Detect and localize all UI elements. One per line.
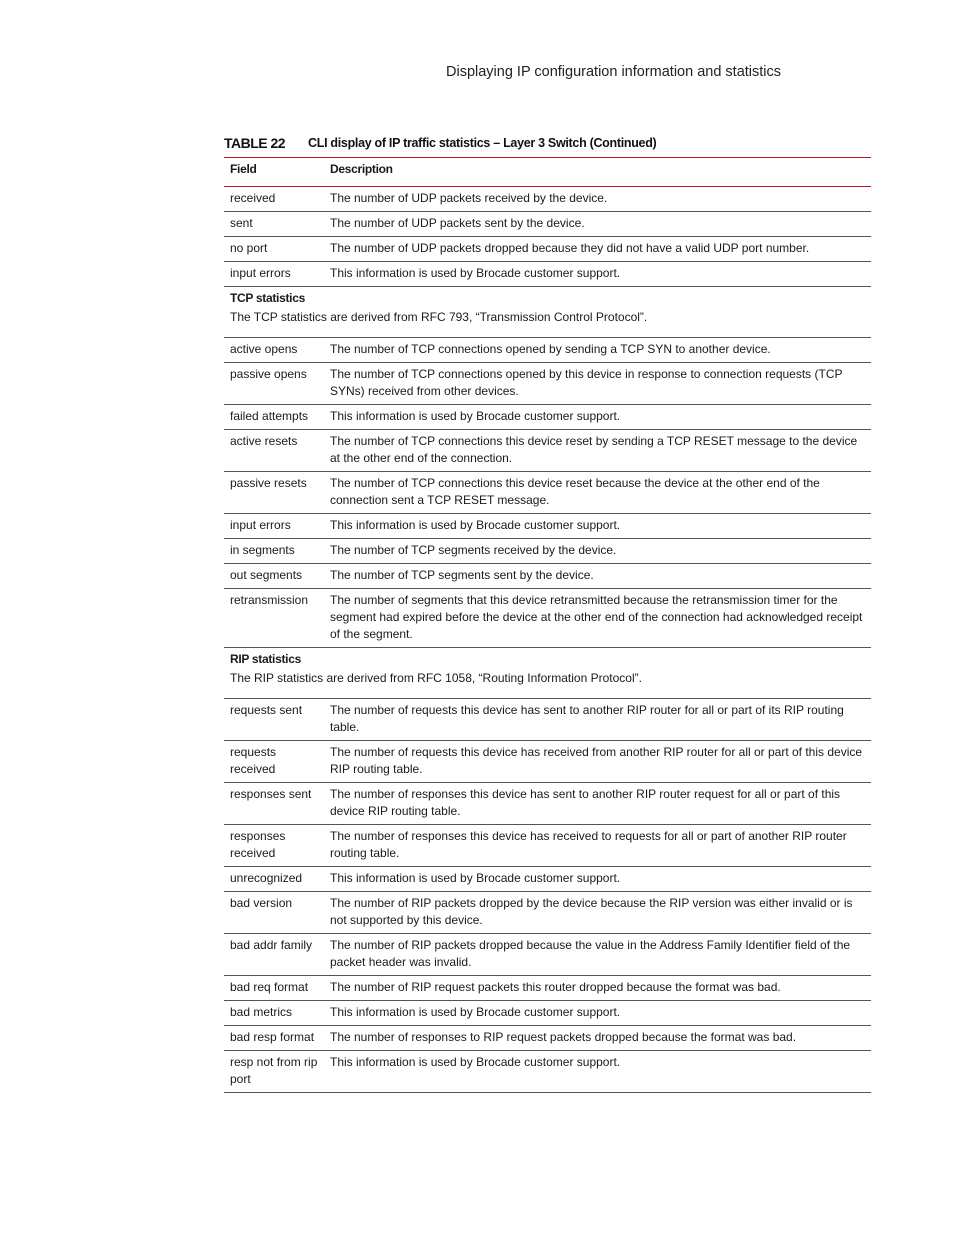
table-row: [224, 1051, 871, 1093]
table-row: [224, 699, 871, 741]
field-cell: bad version: [224, 892, 324, 934]
running-header: Displaying IP configuration information and statistics: [446, 64, 782, 80]
field-cell: responses sent: [224, 783, 324, 825]
field-cell: passive opens: [224, 363, 324, 405]
table-row: [224, 741, 871, 783]
table-row: [224, 539, 871, 564]
description-cell: The number of requests this device has sent to another RIP router for all or part of its RIP routing table.: [324, 699, 871, 741]
description-cell: The number of UDP packets sent by the device.: [324, 212, 871, 237]
field-cell: input errors: [224, 514, 324, 539]
field-cell: no port: [224, 237, 324, 262]
field-cell: input errors: [224, 262, 324, 287]
field-cell: received: [224, 187, 324, 212]
table-row: [224, 514, 871, 539]
description-cell: The number of TCP connections opened by this device in response to connection requests (TCP SYNs) received from other devices.: [324, 363, 871, 405]
description-cell: This information is used by Brocade customer support.: [324, 867, 871, 892]
field-cell: in segments: [224, 539, 324, 564]
table-row: [224, 1026, 871, 1051]
description-cell: The number of TCP connections this device reset because the device at the other end of the connection sent a TCP RESET message.: [324, 472, 871, 514]
description-cell: This information is used by Brocade customer support.: [324, 1001, 871, 1026]
field-cell: requests received: [224, 741, 324, 783]
table-row: [224, 262, 871, 287]
section-title: RIP statistics: [230, 652, 301, 666]
table-title: CLI display of IP traffic statistics – Layer 3 Switch (Continued): [308, 136, 657, 150]
description-cell: The number of TCP segments received by the device.: [324, 539, 871, 564]
table-row: [224, 564, 871, 589]
table-row: [224, 1001, 871, 1026]
field-cell: bad resp format: [224, 1026, 324, 1051]
table-row: [224, 976, 871, 1001]
description-cell: The number of UDP packets received by the device.: [324, 187, 871, 212]
section-note: The TCP statistics are derived from RFC 793, “Transmission Control Protocol”.: [230, 310, 648, 324]
table-row: [224, 338, 871, 363]
description-cell: The number of requests this device has received from another RIP router for all or part of this device RIP routing table.: [324, 741, 871, 783]
field-cell: resp not from rip port: [224, 1051, 324, 1093]
description-cell: The number of responses to RIP request packets dropped because the format was bad.: [324, 1026, 871, 1051]
table-row: [224, 472, 871, 514]
field-cell: failed attempts: [224, 405, 324, 430]
field-cell: unrecognized: [224, 867, 324, 892]
table-row: [224, 430, 871, 472]
table-row: [224, 212, 871, 237]
field-cell: passive resets: [224, 472, 324, 514]
description-cell: The number of TCP segments sent by the device.: [324, 564, 871, 589]
field-cell: active opens: [224, 338, 324, 363]
description-cell: The number of RIP packets dropped by the device because the RIP version was either invalid or is not supported by this device.: [324, 892, 871, 934]
field-cell: bad addr family: [224, 934, 324, 976]
description-cell: The number of RIP packets dropped because the value in the Address Family Identifier field of the packet header was invalid.: [324, 934, 871, 976]
column-header-field: Field: [224, 158, 324, 187]
description-cell: This information is used by Brocade customer support.: [324, 514, 871, 539]
section-cell: [224, 287, 871, 338]
table-row: [224, 187, 871, 212]
field-cell: bad metrics: [224, 1001, 324, 1026]
description-cell: The number of UDP packets dropped because they did not have a valid UDP port number.: [324, 237, 871, 262]
table-header-row: [224, 158, 871, 187]
field-cell: out segments: [224, 564, 324, 589]
table-row: [224, 825, 871, 867]
section-note: The RIP statistics are derived from RFC 1058, “Routing Information Protocol”.: [230, 671, 642, 685]
description-cell: The number of TCP connections this device reset by sending a TCP RESET message to the device at the other end of the connection.: [324, 430, 871, 472]
field-cell: requests sent: [224, 699, 324, 741]
table-row: [224, 892, 871, 934]
field-cell: responses received: [224, 825, 324, 867]
description-cell: The number of responses this device has sent to another RIP router request for all or part of this device RIP routing table.: [324, 783, 871, 825]
table-row: [224, 405, 871, 430]
section-cell: [224, 648, 871, 699]
description-cell: This information is used by Brocade customer support.: [324, 262, 871, 287]
ip-traffic-statistics-table: [224, 158, 871, 1093]
table-row: [224, 934, 871, 976]
field-cell: active resets: [224, 430, 324, 472]
table-row: [224, 589, 871, 648]
table-row: [224, 867, 871, 892]
description-cell: This information is used by Brocade customer support.: [324, 1051, 871, 1093]
description-cell: The number of segments that this device retransmitted because the retransmission timer for the segment had expired before the device at the other end of the connection had acknowledged receipt of the segment.: [324, 589, 871, 648]
table-caption: [224, 135, 871, 158]
field-cell: bad req format: [224, 976, 324, 1001]
column-header-description: Description: [324, 158, 871, 187]
table-section-row: [224, 648, 871, 699]
description-cell: The number of responses this device has received to requests for all or part of another RIP router routing table.: [324, 825, 871, 867]
description-cell: The number of TCP connections opened by sending a TCP SYN to another device.: [324, 338, 871, 363]
table-number: TABLE 22: [224, 135, 286, 151]
table-section-row: [224, 287, 871, 338]
table-row: [224, 237, 871, 262]
table-row: [224, 783, 871, 825]
field-cell: retransmission: [224, 589, 324, 648]
description-cell: The number of RIP request packets this router dropped because the format was bad.: [324, 976, 871, 1001]
field-cell: sent: [224, 212, 324, 237]
table-row: [224, 363, 871, 405]
description-cell: This information is used by Brocade customer support.: [324, 405, 871, 430]
section-title: TCP statistics: [230, 291, 305, 305]
